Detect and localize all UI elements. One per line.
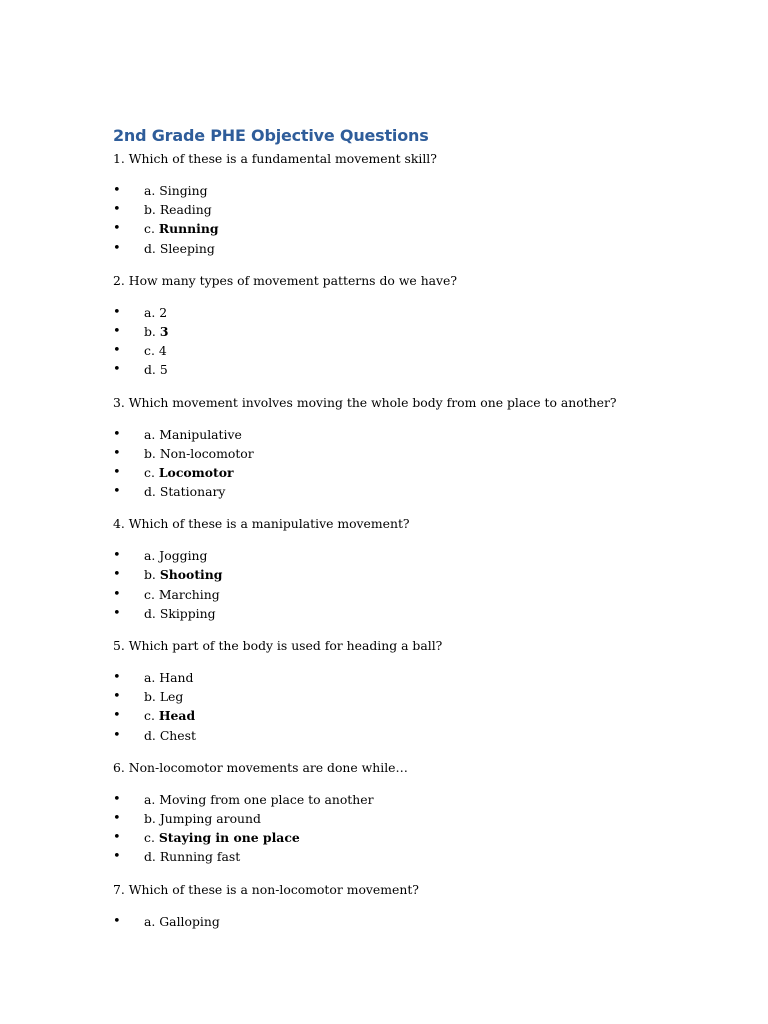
option-item [113,482,733,501]
option-item [113,546,733,565]
option-item [113,425,733,444]
option-item [113,303,733,322]
correct-answer-text: Locomotor [158,464,234,480]
bullet-icon: • [113,445,121,461]
option-list [113,546,733,623]
option-item [113,726,733,745]
option-text: Skipping [159,605,216,621]
option-letter: c. [144,221,155,237]
option-letter: a. [144,791,156,807]
option-letter: c. [144,586,155,602]
option-list [113,790,733,867]
option-text: Singing [159,183,208,198]
option-list [113,668,733,745]
bullet-icon: • [113,727,121,743]
option-letter: b. [144,202,156,218]
option-text: Reading [159,202,212,218]
bullet-icon: • [113,343,121,359]
correct-answer-text: Staying in one place [158,830,300,846]
bullet-icon: • [113,567,121,583]
option-list [113,303,733,380]
bullet-icon: • [113,304,121,320]
option-text: Leg [159,689,184,705]
option-text: Chest [159,727,196,743]
option-text: Galloping [159,913,220,929]
correct-answer-text: Head [158,708,196,724]
bullet-icon: • [113,221,121,237]
bullet-icon: • [113,689,121,705]
option-item [113,585,733,604]
option-text: Manipulative [159,426,242,442]
option-item [113,828,733,847]
option-text: Moving from one place to another [159,791,374,807]
option-text: Sleeping [159,240,215,256]
correct-answer-text: 3 [159,323,169,339]
option-item [113,604,733,623]
bullet-icon: • [113,183,121,198]
option-item [113,790,733,809]
option-letter: a. [144,304,156,320]
bullet-icon: • [113,849,121,865]
option-item [113,200,733,219]
option-item [113,181,733,200]
option-item [113,360,733,379]
option-item [113,809,733,828]
option-item [113,847,733,866]
option-letter: b. [144,810,156,826]
option-text: Jogging [159,548,208,564]
question-text: 7. Which of these is a non-locomotor movement? [113,881,419,897]
option-text: 5 [159,362,168,378]
option-letter: a. [144,183,156,198]
option-list [113,181,733,258]
option-letter: b. [144,689,156,705]
bullet-icon: • [113,810,121,826]
option-letter: d. [144,240,156,256]
option-item [113,912,733,931]
bullet-icon: • [113,791,121,807]
bullet-icon: • [113,830,121,846]
bullet-icon: • [113,548,121,564]
option-item [113,341,733,360]
bullet-icon: • [113,708,121,724]
option-text: Hand [159,670,194,685]
correct-answer-text: Running [158,221,219,237]
option-list [113,425,733,502]
option-item [113,706,733,725]
bullet-icon: • [113,913,121,929]
option-letter: a. [144,548,156,564]
bullet-icon: • [113,464,121,480]
option-text: 4 [158,343,167,359]
option-letter: a. [144,913,156,929]
option-text: Running fast [159,849,241,865]
document-title: 2nd Grade PHE Objective Questions [113,126,429,145]
question-text: 3. Which movement involves moving the whole body from one place to another? [113,394,617,410]
option-item [113,565,733,584]
option-text: Jumping around [159,810,261,826]
option-letter: d. [144,727,156,743]
option-text: 2 [159,304,168,320]
option-item [113,687,733,706]
option-item [113,219,733,238]
option-letter: c. [144,708,155,724]
bullet-icon: • [113,605,121,621]
option-letter: c. [144,830,155,846]
option-letter: c. [144,464,155,480]
option-list [113,912,733,931]
document-page [113,125,733,944]
bullet-icon: • [113,240,121,256]
option-letter: d. [144,362,156,378]
correct-answer-text: Shooting [159,567,223,583]
option-letter: b. [144,323,156,339]
option-letter: d. [144,484,156,500]
question-list [113,149,733,931]
question-text: 4. Which of these is a manipulative movement? [113,516,410,532]
question-text: 1. Which of these is a fundamental movement skill? [113,151,437,166]
option-item [113,322,733,341]
bullet-icon: • [113,362,121,378]
option-letter: c. [144,343,155,359]
option-letter: b. [144,567,156,583]
bullet-icon: • [113,426,121,442]
option-letter: b. [144,445,156,461]
bullet-icon: • [113,586,121,602]
option-letter: d. [144,605,156,621]
option-item [113,463,733,482]
question-text: 6. Non-locomotor movements are done while… [113,759,408,775]
question-text: 2. How many types of movement patterns do we have? [113,272,458,288]
option-item [113,668,733,687]
bullet-icon: • [113,670,121,685]
question-text: 5. Which part of the body is used for heading a ball? [113,638,443,653]
option-letter: a. [144,670,156,685]
option-text: Non-locomotor [159,445,254,461]
option-letter: d. [144,849,156,865]
bullet-icon: • [113,202,121,218]
option-letter: a. [144,426,156,442]
option-text: Marching [158,586,220,602]
option-text: Stationary [159,484,226,500]
bullet-icon: • [113,484,121,500]
bullet-icon: • [113,323,121,339]
option-item [113,444,733,463]
option-item [113,239,733,258]
